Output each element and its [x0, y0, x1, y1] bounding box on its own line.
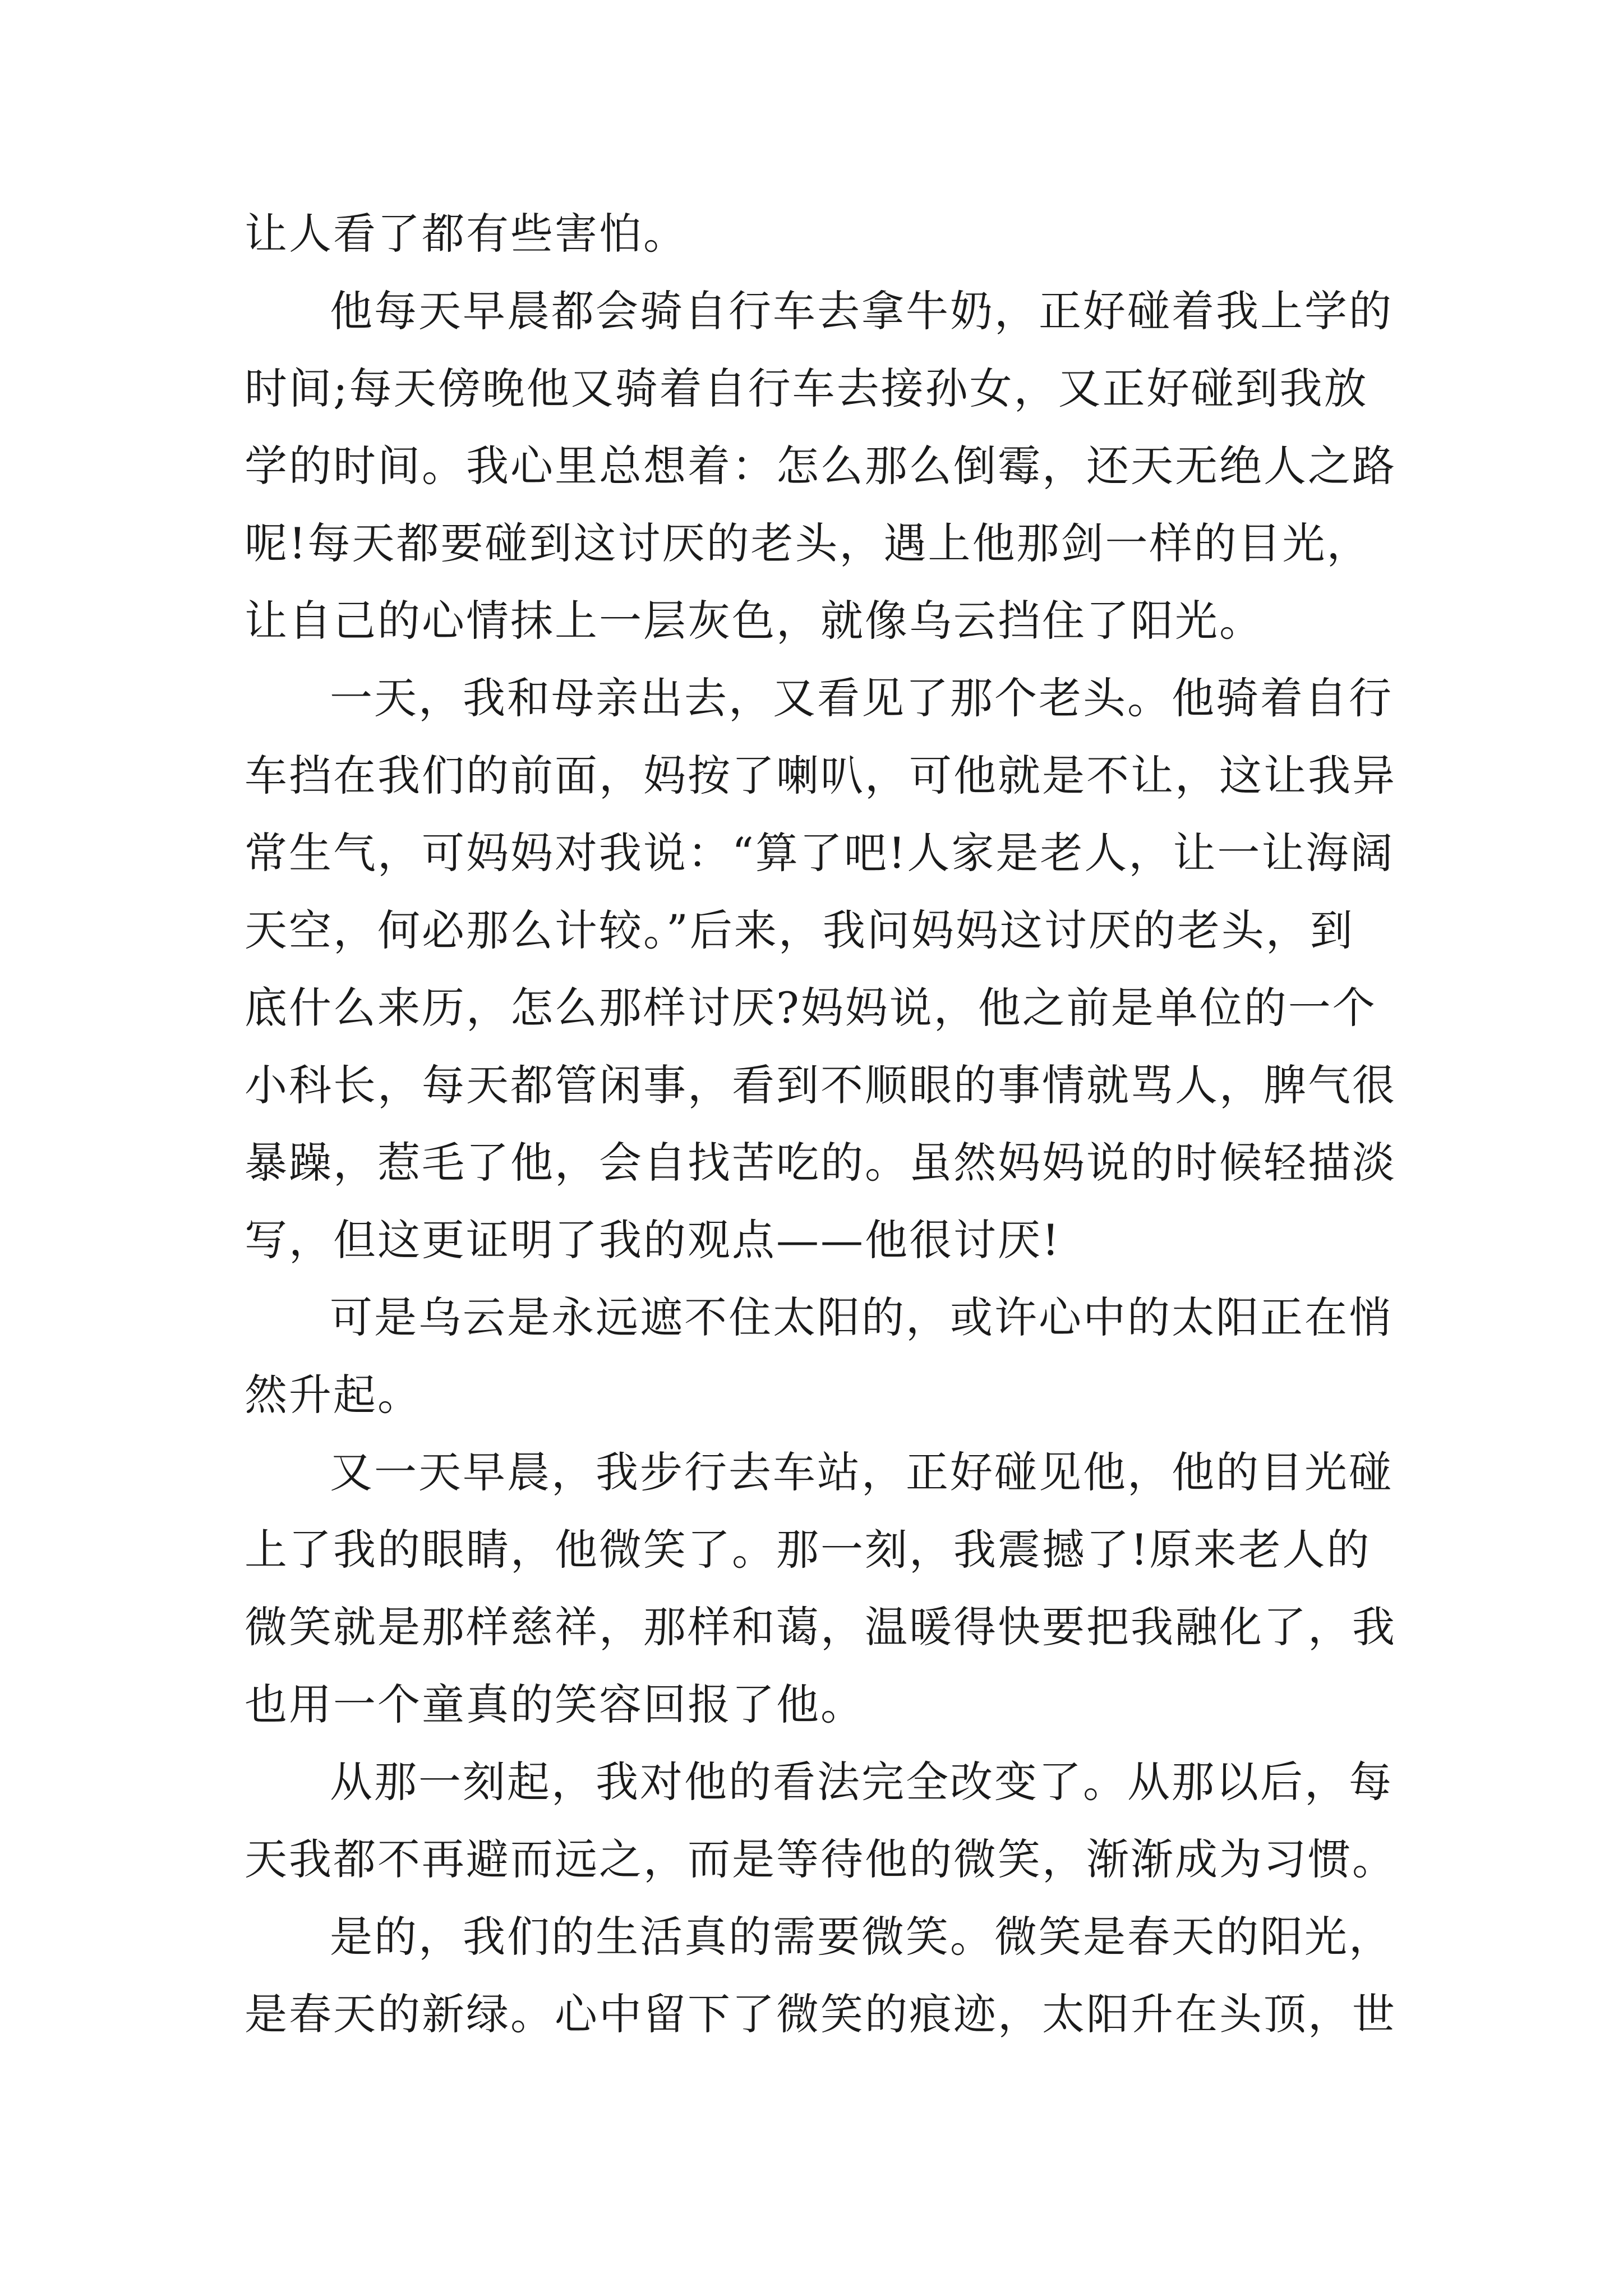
- text-line: 又一天早晨，我步行去车站，正好碰见他，他的目光碰: [330, 1447, 1393, 1497]
- text-line: 是春天的新绿。心中留下了微笑的痕迹，太阳升在头顶，世: [245, 1989, 1396, 2039]
- text-line: 然升起。: [245, 1370, 422, 1420]
- text-line: 从那一刻起，我对他的看法完全改变了。从那以后，每: [330, 1757, 1393, 1807]
- text-line: 暴躁，惹毛了他，会自找苦吃的。虽然妈妈说的时候轻描淡: [245, 1138, 1396, 1188]
- text-line: 是的，我们的生活真的需要微笑。微笑是春天的阳光，: [330, 1912, 1393, 1962]
- text-line: 也用一个童真的笑容回报了他。: [245, 1680, 865, 1729]
- text-line: 微笑就是那样慈祥，那样和蔼，温暖得快要把我融化了，我: [245, 1602, 1396, 1652]
- text-line: 一天，我和母亲出去，又看见了那个老头。他骑着自行: [330, 673, 1393, 723]
- text-line: 他每天早晨都会骑自行车去拿牛奶，正好碰着我上学的: [330, 286, 1393, 336]
- text-line: 小科长，每天都管闲事，看到不顺眼的事情就骂人，脾气很: [245, 1060, 1396, 1110]
- text-line: 底什么来历，怎么那样讨厌?妈妈说，他之前是单位的一个: [245, 983, 1377, 1033]
- text-line: 常生气，可妈妈对我说：“算了吧!人家是老人，让一让海阔: [245, 828, 1395, 878]
- text-line: 让自己的心情抹上一层灰色，就像乌云挡住了阳光。: [245, 596, 1264, 646]
- text-line: 学的时间。我心里总想着：怎么那么倒霉，还天无绝人之路: [245, 441, 1396, 491]
- text-line: 天我都不再避而远之，而是等待他的微笑，渐渐成为习惯。: [245, 1834, 1396, 1884]
- text-line: 写，但这更证明了我的观点——他很讨厌!: [245, 1215, 1061, 1265]
- text-line: 上了我的眼睛，他微笑了。那一刻，我震撼了!原来老人的: [245, 1525, 1371, 1575]
- text-line: 让人看了都有些害怕。: [245, 209, 688, 259]
- text-line: 天空，何必那么计较。”后来，我问妈妈这讨厌的老头，到: [245, 905, 1354, 955]
- article-body: [245, 195, 1396, 2053]
- text-line: 呢!每天都要碰到这讨厌的老头，遇上他那剑一样的目光，: [245, 518, 1371, 568]
- text-line: 时间;每天傍晚他又骑着自行车去接孙女，又正好碰到我放: [245, 364, 1368, 413]
- text-line: 可是乌云是永远遮不住太阳的，或许心中的太阳正在悄: [330, 1292, 1393, 1342]
- text-line: 车挡在我们的前面，妈按了喇叭，可他就是不让，这让我异: [245, 751, 1396, 800]
